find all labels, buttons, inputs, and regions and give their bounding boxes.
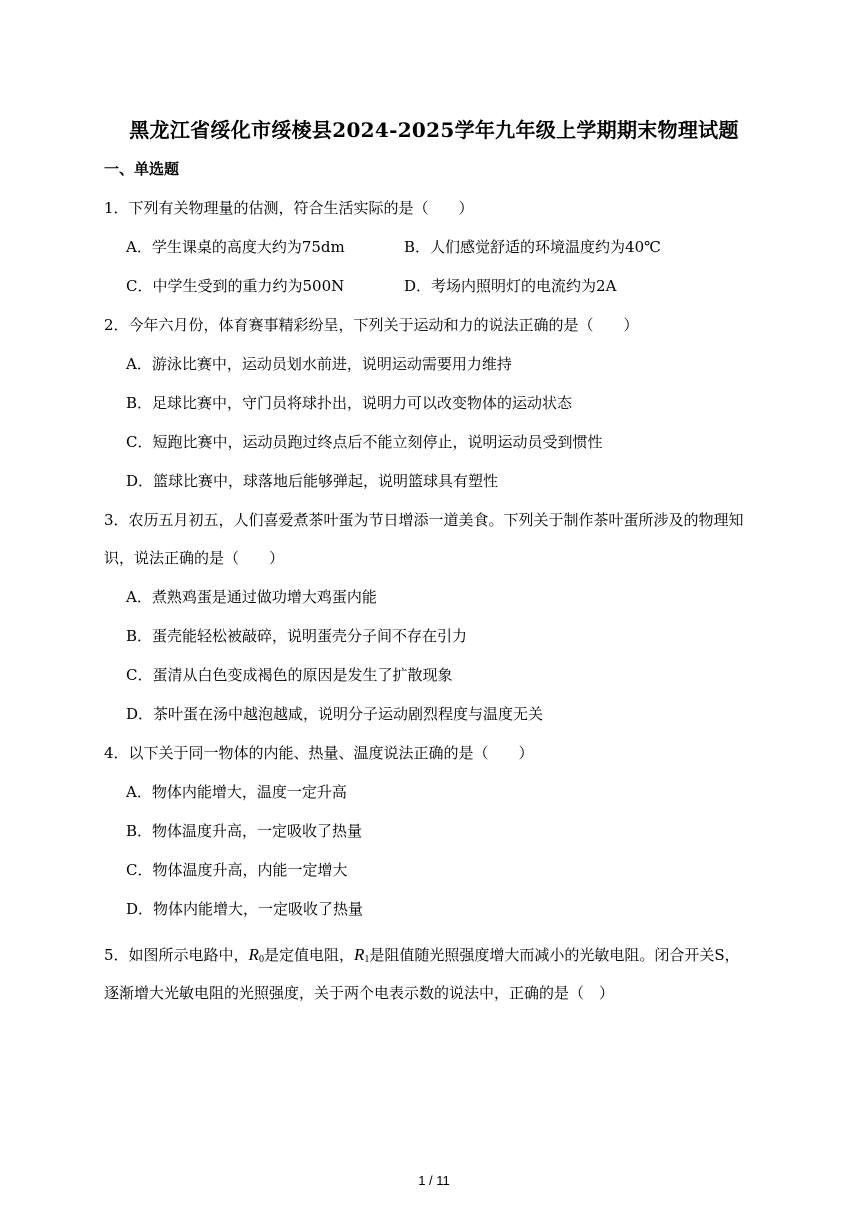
question-3-option-c: C．蛋清从白色变成褐色的原因是发生了扩散现象 (126, 666, 453, 684)
r0-symbol: $R_0$ (248, 945, 264, 965)
question-1-option-d: D．考场内照明灯的电流约为2A (404, 277, 617, 295)
page-number: 1 / 11 (418, 1173, 450, 1188)
question-5-mid: 是定值电阻， (263, 946, 354, 964)
question-2-option-a: A．游泳比赛中，运动员划水前进，说明运动需要用力维持 (126, 355, 512, 373)
question-3-stem-line-2: 识，说法正确的是（ ） (104, 549, 285, 567)
section-heading: 一、单选题 (104, 160, 180, 178)
question-5-stem-line-1 (104, 944, 740, 971)
question-5-stem-line-2: 逐渐增大光敏电阻的光照强度，关于两个电表示数的说法中，正确的是（ ） (104, 984, 615, 1002)
question-3-option-b: B．蛋壳能轻松被敲碎，说明蛋壳分子间不存在引力 (126, 627, 468, 645)
question-1-stem: 1．下列有关物理量的估测，符合生活实际的是（ ） (104, 199, 474, 217)
question-3-option-a: A．煮熟鸡蛋是通过做功增大鸡蛋内能 (126, 588, 377, 606)
document-title: 黑龙江省绥化市绥棱县2024-2025学年九年级上学期期末物理试题 (129, 118, 739, 142)
question-2-option-c: C．短跑比赛中，运动员跑过终点后不能立刻停止，说明运动员受到惯性 (126, 433, 603, 451)
question-1-option-a: A．学生课桌的高度大约为75dm (126, 238, 345, 256)
question-2-stem: 2．今年六月份，体育赛事精彩纷呈，下列关于运动和力的说法正确的是（ ） (104, 316, 639, 334)
question-2-option-b: B．足球比赛中，守门员将球扑出，说明力可以改变物体的运动状态 (126, 394, 573, 412)
question-3-stem-line-1: 3．农历五月初五，人们喜爱煮茶叶蛋为节日增添一道美食。下列关于制作茶叶蛋所涉及的物理知 (104, 511, 744, 529)
question-1-option-c: C．中学生受到的重力约为500N (126, 277, 345, 295)
question-3-option-d: D．茶叶蛋在汤中越泡越咸，说明分子运动剧烈程度与温度无关 (126, 705, 544, 723)
question-4-option-a: A．物体内能增大，温度一定升高 (126, 783, 347, 801)
question-4-option-c: C．物体温度升高，内能一定增大 (126, 861, 348, 879)
question-4-option-b: B．物体温度升高，一定吸收了热量 (126, 822, 363, 840)
question-1-option-b: B．人们感觉舒适的环境温度约为40℃ (404, 238, 661, 256)
question-5-suffix: 是阻值随光照强度增大而减小的光敏电阻。闭合开关S， (369, 946, 740, 964)
question-2-option-d: D．篮球比赛中，球落地后能够弹起，说明篮球具有塑性 (126, 472, 499, 490)
r1-symbol: $R_1$ (353, 945, 370, 965)
question-4-option-d: D．物体内能增大，一定吸收了热量 (126, 900, 364, 918)
question-5-prefix: 5．如图所示电路中， (104, 946, 249, 964)
question-4-stem: 4．以下关于同一物体的内能、热量、温度说法正确的是（ ） (104, 744, 534, 762)
